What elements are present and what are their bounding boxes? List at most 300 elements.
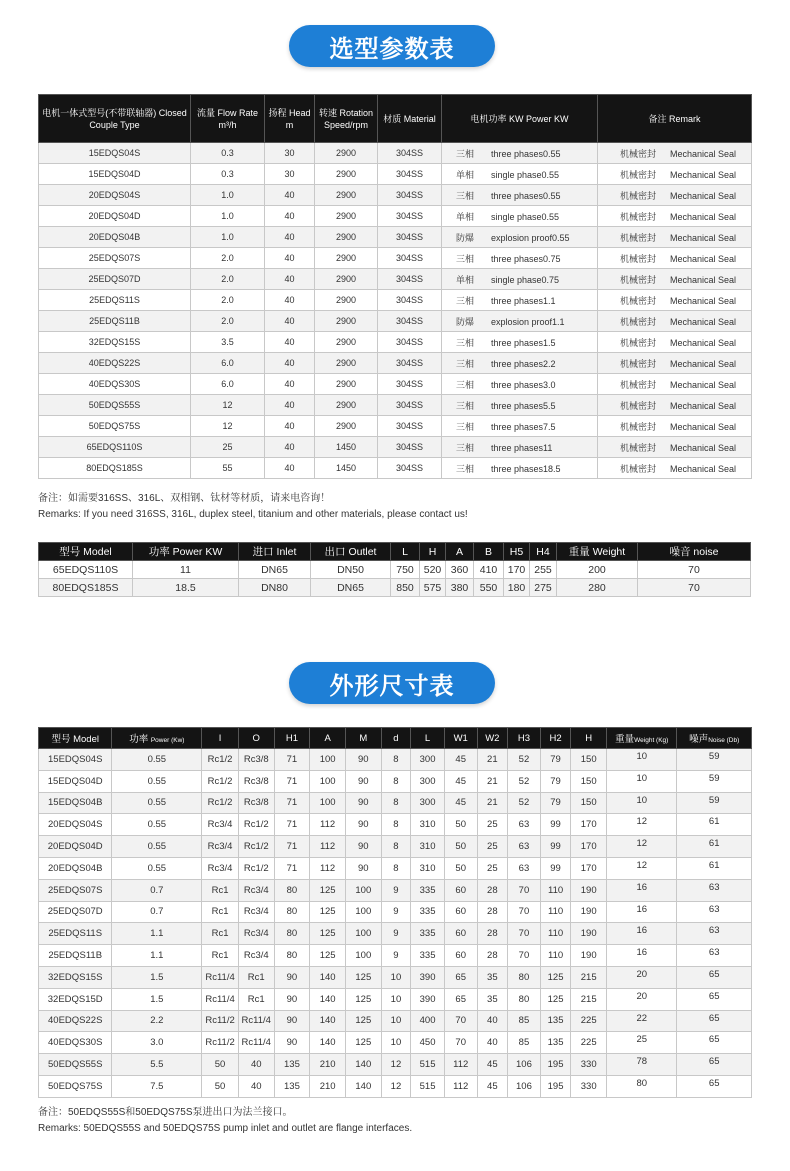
flow-rate-cell: 6.0 <box>191 374 265 395</box>
header-power: 电机功率 KW Power KW <box>442 95 598 143</box>
table-cell: 71 <box>274 749 310 771</box>
table-cell: 11 <box>133 561 239 579</box>
header-flow-rate: 流量 Flow Rate m³/h <box>191 95 265 143</box>
table-cell: 400 <box>411 1010 445 1032</box>
table-cell: 335 <box>411 901 445 923</box>
speed-cell: 2900 <box>315 311 378 332</box>
power-type-en: three phases3.0 <box>491 379 556 390</box>
power-cell <box>442 437 598 458</box>
table-cell: Rc1/2 <box>202 770 239 792</box>
table-row <box>39 749 752 771</box>
remark-en: Mechanical Seal <box>670 232 737 243</box>
model-cell: 65EDQS110S <box>39 437 191 458</box>
selection-parameter-table <box>38 94 752 479</box>
power-type-cn: 三相 <box>456 421 475 432</box>
table-cell: 335 <box>411 923 445 945</box>
speed-cell: 2900 <box>315 332 378 353</box>
table-cell: 110 <box>540 879 571 901</box>
table-cell: 90 <box>345 749 381 771</box>
header-col-1: 功率 Power KW <box>133 543 239 561</box>
remark-flange-en: Remarks: 50EDQS55S and 50EDQS75S pump inlet and outlet are flange interfaces. <box>38 1123 413 1134</box>
head-cell: 40 <box>265 437 315 458</box>
table-cell: 150 <box>571 749 607 771</box>
table-row <box>39 206 752 227</box>
power-type-en: explosion proof1.1 <box>491 316 565 327</box>
power-type-cn: 三相 <box>456 337 475 348</box>
speed-cell: 2900 <box>315 269 378 290</box>
table-cell: 71 <box>274 770 310 792</box>
table-cell: 90 <box>345 770 381 792</box>
head-cell: 40 <box>265 416 315 437</box>
power-type-en: three phases1.5 <box>491 337 556 348</box>
table-cell: 35 <box>477 988 508 1010</box>
table-cell: 80 <box>508 966 541 988</box>
table-cell: 61 <box>677 814 752 836</box>
table-cell: 190 <box>571 901 607 923</box>
table-cell: 1.1 <box>112 923 202 945</box>
table-cell: 112 <box>310 857 346 879</box>
table-cell: 90 <box>274 1010 310 1032</box>
table-row <box>39 945 752 967</box>
table-cell: 40 <box>238 1075 274 1097</box>
table-cell: 70 <box>638 579 751 597</box>
header-col-0: 型号 Model <box>39 543 133 561</box>
table-cell: 90 <box>274 988 310 1010</box>
model-cell: 40EDQS30S <box>39 374 191 395</box>
header-head: 扬程 Head m <box>265 95 315 143</box>
table-cell: Rc11/4 <box>202 966 239 988</box>
table-cell: 100 <box>345 901 381 923</box>
header-weight <box>607 728 677 749</box>
remark-materials-en: Remarks: If you need 316SS, 316L, duplex steel, titanium and other materials, please contact us! <box>38 509 468 520</box>
remark-cell <box>598 227 752 248</box>
power-cell <box>442 248 598 269</box>
power-cell <box>442 353 598 374</box>
power-type-cn: 三相 <box>456 148 475 159</box>
table-cell: 190 <box>571 945 607 967</box>
table-cell: 63 <box>508 836 541 858</box>
table-cell: 0.55 <box>112 749 202 771</box>
table-cell: 135 <box>540 1010 571 1032</box>
table-cell: 0.55 <box>112 857 202 879</box>
table-cell: 15EDQS04D <box>39 770 112 792</box>
header-inlet: I <box>202 728 239 749</box>
model-cell: 25EDQS11S <box>39 290 191 311</box>
flow-rate-cell: 3.5 <box>191 332 265 353</box>
table-cell: 10 <box>381 966 411 988</box>
table-cell: 60 <box>444 923 477 945</box>
model-cell: 25EDQS07S <box>39 248 191 269</box>
model-cell: 40EDQS22S <box>39 353 191 374</box>
table-cell: 22 <box>607 1010 677 1032</box>
table-cell: 79 <box>540 749 571 771</box>
table-cell: 170 <box>571 857 607 879</box>
header-h3: H3 <box>508 728 541 749</box>
model-cell: 20EDQS04S <box>39 185 191 206</box>
table-cell: 15EDQS04S <box>39 749 112 771</box>
table-cell: 0.55 <box>112 792 202 814</box>
table-cell: 10 <box>381 1032 411 1054</box>
speed-cell: 2900 <box>315 248 378 269</box>
header-outlet: O <box>238 728 274 749</box>
remark-cn: 机械密封 <box>620 190 657 201</box>
model-cell: 25EDQS11B <box>39 311 191 332</box>
head-cell: 40 <box>265 311 315 332</box>
table-cell: 59 <box>677 792 752 814</box>
table-cell: 330 <box>571 1075 607 1097</box>
table-cell: 40EDQS30S <box>39 1032 112 1054</box>
table-cell: 310 <box>411 814 445 836</box>
table-cell: 135 <box>540 1032 571 1054</box>
model-cell: 32EDQS15S <box>39 332 191 353</box>
table-cell: 70 <box>508 945 541 967</box>
table-cell: 45 <box>477 1075 508 1097</box>
remark-en: Mechanical Seal <box>670 211 737 222</box>
table-cell: 71 <box>274 792 310 814</box>
table-cell: 61 <box>677 836 752 858</box>
table-cell: 125 <box>345 1032 381 1054</box>
table-cell: 7.5 <box>112 1075 202 1097</box>
table-row <box>39 836 752 858</box>
power-cell <box>442 458 598 479</box>
remark-cn: 机械密封 <box>620 463 657 474</box>
table-cell: 21 <box>477 749 508 771</box>
table-cell: 25EDQS07D <box>39 901 112 923</box>
table-cell: 1.5 <box>112 966 202 988</box>
material-cell: 304SS <box>378 206 442 227</box>
table-cell: 85 <box>508 1010 541 1032</box>
power-type-cn: 三相 <box>456 442 475 453</box>
table-cell: 550 <box>474 579 504 597</box>
power-type-cn: 防爆 <box>456 316 475 327</box>
table-cell: 125 <box>310 945 346 967</box>
flow-rate-cell: 2.0 <box>191 311 265 332</box>
table-cell: 59 <box>677 749 752 771</box>
power-type-en: explosion proof0.55 <box>491 232 570 243</box>
table-row <box>39 143 752 164</box>
speed-cell: 1450 <box>315 437 378 458</box>
header-col-3: 出口 Outlet <box>311 543 391 561</box>
table-cell: 135 <box>274 1075 310 1097</box>
table-row <box>39 458 752 479</box>
table-cell: 8 <box>381 770 411 792</box>
header-col-10: 重量 Weight <box>557 543 638 561</box>
header-w1: W1 <box>444 728 477 749</box>
power-type-cn: 三相 <box>456 295 475 306</box>
table-cell: 170 <box>504 561 530 579</box>
table-cell: Rc3/4 <box>238 901 274 923</box>
table-cell: 100 <box>310 770 346 792</box>
power-cell <box>442 332 598 353</box>
table-cell: 63 <box>677 923 752 945</box>
table-cell: 100 <box>345 879 381 901</box>
table-cell: 255 <box>530 561 557 579</box>
table-header-row <box>39 95 752 143</box>
table-cell: Rc11/4 <box>238 1032 274 1054</box>
table-cell: 8 <box>381 749 411 771</box>
model-cell: 80EDQS185S <box>39 458 191 479</box>
remark-en: Mechanical Seal <box>670 148 737 159</box>
remark-cn: 机械密封 <box>620 148 657 159</box>
table-cell: 0.7 <box>112 879 202 901</box>
table-cell: 28 <box>477 945 508 967</box>
power-type-cn: 防爆 <box>456 232 475 243</box>
table-row <box>39 164 752 185</box>
head-cell: 40 <box>265 458 315 479</box>
table-cell: 2.2 <box>112 1010 202 1032</box>
table-row <box>39 269 752 290</box>
speed-cell: 1450 <box>315 458 378 479</box>
table-cell: 140 <box>310 988 346 1010</box>
model-cell: 50EDQS75S <box>39 416 191 437</box>
table-cell: Rc1/2 <box>202 792 239 814</box>
table-cell: 280 <box>557 579 638 597</box>
table-cell: 0.7 <box>112 901 202 923</box>
table-cell: 8 <box>381 857 411 879</box>
table-cell: 63 <box>508 814 541 836</box>
table-cell: 12 <box>381 1075 411 1097</box>
table-cell: Rc1 <box>238 988 274 1010</box>
remark-cn: 机械密封 <box>620 232 657 243</box>
table-cell: 45 <box>444 792 477 814</box>
table-cell: 410 <box>474 561 504 579</box>
head-cell: 40 <box>265 185 315 206</box>
power-cell <box>442 374 598 395</box>
remark-cn: 机械密封 <box>620 211 657 222</box>
table-cell: 195 <box>540 1054 571 1076</box>
table-cell: 850 <box>391 579 420 597</box>
table-cell: 40 <box>477 1010 508 1032</box>
flow-rate-cell: 2.0 <box>191 269 265 290</box>
table-cell: 1.1 <box>112 945 202 967</box>
power-type-en: single phase0.55 <box>491 211 560 222</box>
table-cell: 16 <box>607 945 677 967</box>
table-cell: 25EDQS11S <box>39 923 112 945</box>
table-cell: 170 <box>571 814 607 836</box>
table-cell: 65EDQS110S <box>39 561 133 579</box>
power-cell <box>442 227 598 248</box>
table-cell: 45 <box>444 749 477 771</box>
table-cell: DN50 <box>311 561 391 579</box>
remark-cell <box>598 374 752 395</box>
table-cell: 60 <box>444 945 477 967</box>
head-cell: 40 <box>265 353 315 374</box>
power-type-en: three phases0.55 <box>491 148 561 159</box>
remark-cn: 机械密封 <box>620 253 657 264</box>
power-type-en: three phases7.5 <box>491 421 556 432</box>
power-type-cn: 三相 <box>456 463 475 474</box>
header-w2: W2 <box>477 728 508 749</box>
remark-en: Mechanical Seal <box>670 337 737 348</box>
table-cell: Rc1 <box>202 945 239 967</box>
table-cell: 70 <box>444 1010 477 1032</box>
power-cell <box>442 290 598 311</box>
table-cell: 80 <box>274 945 310 967</box>
model-cell: 20EDQS04D <box>39 206 191 227</box>
table-cell: 9 <box>381 879 411 901</box>
header-col-11: 噪音 noise <box>638 543 751 561</box>
flow-rate-cell: 12 <box>191 395 265 416</box>
table-cell: Rc1 <box>238 966 274 988</box>
table-cell: 8 <box>381 836 411 858</box>
table-cell: 300 <box>411 770 445 792</box>
table-cell: 20EDQS04S <box>39 814 112 836</box>
table-cell: 210 <box>310 1054 346 1076</box>
table-cell: 10 <box>381 988 411 1010</box>
table-cell: 390 <box>411 988 445 1010</box>
table-cell: Rc3/4 <box>238 879 274 901</box>
head-cell: 40 <box>265 248 315 269</box>
table-cell: 450 <box>411 1032 445 1054</box>
power-type-en: three phases18.5 <box>491 463 561 474</box>
head-cell: 40 <box>265 290 315 311</box>
power-type-en: single phase0.55 <box>491 169 560 180</box>
table-cell: 80 <box>508 988 541 1010</box>
table-cell: Rc11/2 <box>202 1010 239 1032</box>
table-cell: 135 <box>274 1054 310 1076</box>
power-type-cn: 三相 <box>456 190 475 201</box>
table-row <box>39 923 752 945</box>
table-row <box>39 901 752 923</box>
table-cell: 3.0 <box>112 1032 202 1054</box>
table-cell: 80 <box>274 879 310 901</box>
table-cell: 275 <box>530 579 557 597</box>
table-cell: Rc11/4 <box>202 988 239 1010</box>
header-d: d <box>381 728 411 749</box>
table-cell: 25 <box>477 814 508 836</box>
speed-cell: 2900 <box>315 374 378 395</box>
table-cell: Rc3/8 <box>238 770 274 792</box>
table-cell: 9 <box>381 923 411 945</box>
table-cell: 10 <box>607 792 677 814</box>
remark-en: Mechanical Seal <box>670 358 737 369</box>
table-cell: 85 <box>508 1032 541 1054</box>
table-cell: 140 <box>345 1054 381 1076</box>
power-type-en: single phase0.75 <box>491 274 560 285</box>
header-power-en: Power (Kw) <box>150 737 185 744</box>
table-cell: 90 <box>345 814 381 836</box>
remark-en: Mechanical Seal <box>670 442 737 453</box>
table-cell: 100 <box>310 749 346 771</box>
speed-cell: 2900 <box>315 416 378 437</box>
table-row <box>39 857 752 879</box>
header-power <box>112 728 202 749</box>
remark-cn: 机械密封 <box>620 400 657 411</box>
head-cell: 30 <box>265 143 315 164</box>
table-cell: 112 <box>310 814 346 836</box>
table-cell: 60 <box>444 901 477 923</box>
table-cell: 99 <box>540 836 571 858</box>
header-col-8: H5 <box>504 543 530 561</box>
flow-rate-cell: 6.0 <box>191 353 265 374</box>
table-cell: 21 <box>477 792 508 814</box>
material-cell: 304SS <box>378 353 442 374</box>
table-row <box>39 374 752 395</box>
header-col-7: B <box>474 543 504 561</box>
remark-en: Mechanical Seal <box>670 463 737 474</box>
section-title-selection: 选型参数表 <box>289 25 495 67</box>
table-cell: Rc11/2 <box>202 1032 239 1054</box>
table-cell: 112 <box>444 1075 477 1097</box>
table-row <box>39 353 752 374</box>
table-cell: 200 <box>557 561 638 579</box>
table-cell: 16 <box>607 923 677 945</box>
table-cell: 25 <box>477 857 508 879</box>
table-cell: 520 <box>420 561 446 579</box>
table-cell: 180 <box>504 579 530 597</box>
remark-cell <box>598 143 752 164</box>
table-row <box>39 290 752 311</box>
table-cell: 65 <box>677 988 752 1010</box>
remark-cell <box>598 395 752 416</box>
table-cell: 65 <box>677 1010 752 1032</box>
table-cell: Rc1/2 <box>202 749 239 771</box>
header-m: M <box>345 728 381 749</box>
remark-en: Mechanical Seal <box>670 190 737 201</box>
table-cell: 380 <box>446 579 474 597</box>
table-cell: 10 <box>607 770 677 792</box>
power-type-cn: 三相 <box>456 358 475 369</box>
remark-cell <box>598 185 752 206</box>
power-type-cn: 单相 <box>456 211 475 222</box>
table-cell: 28 <box>477 923 508 945</box>
table-cell: 63 <box>508 857 541 879</box>
table-cell: 63 <box>677 945 752 967</box>
table-cell: 70 <box>638 561 751 579</box>
table-cell: 110 <box>540 923 571 945</box>
table-cell: 170 <box>571 836 607 858</box>
table-cell: 40EDQS22S <box>39 1010 112 1032</box>
table-cell: Rc3/8 <box>238 749 274 771</box>
remark-cell <box>598 437 752 458</box>
table-cell: 60 <box>444 879 477 901</box>
table-cell: 18.5 <box>133 579 239 597</box>
outline-dimension-table <box>38 727 752 1098</box>
header-noise-en: Noise (Db) <box>708 737 740 744</box>
table-cell: 79 <box>540 792 571 814</box>
table-row <box>39 248 752 269</box>
table-row <box>39 1010 752 1032</box>
remark-en: Mechanical Seal <box>670 316 737 327</box>
remark-cn: 机械密封 <box>620 337 657 348</box>
table-cell: 25 <box>477 836 508 858</box>
table-cell: 750 <box>391 561 420 579</box>
table-cell: 25EDQS11B <box>39 945 112 967</box>
table-cell: 1.5 <box>112 988 202 1010</box>
table-cell: Rc1/2 <box>238 814 274 836</box>
table-cell: Rc3/4 <box>238 923 274 945</box>
power-type-cn: 三相 <box>456 400 475 411</box>
power-cell <box>442 311 598 332</box>
flow-rate-cell: 1.0 <box>191 185 265 206</box>
model-cell: 15EDQS04D <box>39 164 191 185</box>
table-header-row <box>39 543 751 561</box>
material-cell: 304SS <box>378 290 442 311</box>
table-cell: Rc1 <box>202 923 239 945</box>
table-cell: 65 <box>444 966 477 988</box>
header-noise-cn: 噪声 <box>689 734 709 745</box>
table-cell: 335 <box>411 945 445 967</box>
material-cell: 304SS <box>378 332 442 353</box>
table-cell: Rc1 <box>202 901 239 923</box>
table-cell: 99 <box>540 814 571 836</box>
table-cell: 8 <box>381 814 411 836</box>
flow-rate-cell: 2.0 <box>191 248 265 269</box>
table-cell: 150 <box>571 770 607 792</box>
remark-cn: 机械密封 <box>620 442 657 453</box>
remark-cell <box>598 269 752 290</box>
header-h: H <box>571 728 607 749</box>
